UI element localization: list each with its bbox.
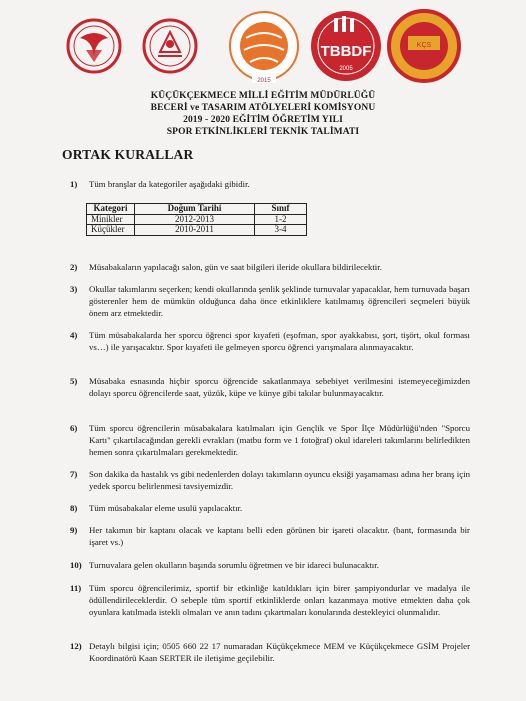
rule-number: 5) [70, 376, 78, 386]
rule-text: Tüm branşlar da kategoriler aşağıdaki gibidir. [89, 179, 250, 189]
rule-text: Müsabakaların yapılacağı salon, gün ve saat bilgileri ileride okullara bildirilecektir. [89, 262, 382, 272]
heading-line-1: KÜÇÜKÇEKMECE MİLLİ EĞİTİM MÜDÜRLÜĞÜ [150, 91, 376, 101]
rule-number: 1) [70, 179, 78, 189]
ministry-logo-1 [66, 16, 122, 78]
rule-text: Tüm müsabakalarda her sporcu öğrenci spor kıyafeti (eşofman, spor ayakkabısı, şort, tişört, okul forması vs…) ile yarışacaktır. Spor kıyafeti ile gelmeyen sporcu öğrenci yarışmalara alınmayacaktır. [89, 330, 470, 352]
rule-text: Okullar takımlarını seçerken; kendi okullarında şenlik şeklinde turnuvalar yapacaklar, hem turnuvada başarı gösterenler hem de mümkün olduğunca daha önce etkinliklere katılmamış öğrencileri seçmeleri büyük önem arz etmektedir. [89, 284, 470, 318]
rule-number: 4) [70, 330, 78, 340]
rule-text: Turnuvalara gelen okulların başında sorumlu öğretmen ve bir idareci bulunacaktır. [89, 560, 379, 570]
table-cell: Minikler [87, 214, 135, 225]
document-heading [0, 90, 526, 138]
handball-federation-logo [226, 8, 302, 86]
table-header: Doğum Tarihi [135, 204, 255, 215]
rule-number: 9) [70, 525, 78, 535]
rule-text: Detaylı bilgisi için; 0505 660 22 17 numaradan Küçükçekmece MEM ve Küçükçekmece GSİM Projeler Koordinatörü Kaan SERTER ile iletişime geçilebilir. [89, 641, 470, 663]
tbbdf-logo [308, 8, 384, 86]
table-cell: 2012-2013 [135, 214, 255, 225]
rule-text: Son dakika da hastalık vs gibi nedenlerden dolayı takımların oyuncu eksiği yaşamaması adına her branş için yedek sporcu belirlenmesi tavsiyemizdir. [89, 469, 470, 491]
heading-line-3: 2019 - 2020 EĞİTİM ÖĞRETİM YILI [183, 115, 343, 125]
svg-text:TBBDF: TBBDF [320, 43, 372, 60]
section-title: ORTAK KURALLAR [62, 147, 194, 162]
rule-text: Tüm sporcu öğrencilerin müsabakalara katılmaları için Gençlik ve Spor İlçe Müdürlüğü'nden "Sporcu Kartı" çıkartılacağından gerekli evrakları (matbu form ve 1 fotoğraf) okul idareleri takımlarını belirledikten hemen sonra çıkartılmaları gerekmektedir. [89, 423, 470, 457]
rule-number: 8) [70, 503, 78, 513]
rule-text: Tüm sporcu öğrencilerimiz, sportif bir etkinliğe katıldıkları için birer şampiyondurlar ve madalya ile ödüllendirileceklerdir. O sebeple tüm sportif etkinliklerde onları kazanmaya motive etmekten daha çok oyunlara katılmada istekli olmaları ve anın tadını çıkartmaları konularında destekleyici olunmalıdır. [89, 583, 470, 617]
table-cell: 1-2 [255, 214, 307, 225]
club-logo [386, 6, 462, 86]
logo-row [64, 6, 464, 86]
rule-number: 12) [70, 641, 82, 651]
category-table [86, 203, 307, 236]
table-header: Kategori [87, 204, 135, 215]
rule-number: 7) [70, 469, 78, 479]
table-cell: 3-4 [255, 225, 307, 236]
svg-text:2005: 2005 [339, 66, 353, 72]
heading-line-2: BECERİ ve TASARIM ATÖLYELERİ KOMİSYONU [150, 103, 376, 113]
rule-text: Her takımın bir kaptanı olacak ve kaptanı belli eden görünen bir işareti olacaktır. (bant, formasında bir işaret vs.) [89, 525, 470, 547]
rule-text: Müsabaka esnasında hiçbir sporcu öğrencide sakatlanmaya sebebiyet verilmesini istemeyeceğimizden dolayı sporcu öğrencilerde saat, yüzük, küpe ve künye gibi takılar bulunmayacaktır. [89, 376, 470, 398]
rule-number: 2) [70, 262, 78, 272]
table-cell: 2010-2011 [135, 225, 255, 236]
ministry-logo-2 [142, 16, 198, 78]
rule-number: 3) [70, 284, 78, 294]
svg-text:2015: 2015 [257, 78, 271, 84]
rule-text: Tüm müsabakalar eleme usulü yapılacaktır. [89, 503, 243, 513]
table-header-row [87, 204, 307, 215]
rule-number: 11) [70, 583, 82, 593]
rule-number: 10) [70, 560, 82, 570]
svg-text:KÇS: KÇS [416, 42, 432, 49]
table-row [87, 214, 307, 225]
table-row [87, 225, 307, 236]
rule-number: 6) [70, 423, 78, 433]
table-header: Sınıf [255, 204, 307, 215]
table-cell: Küçükler [87, 225, 135, 236]
heading-line-4: SPOR ETKİNLİKLERİ TEKNİK TALİMATI [166, 127, 360, 137]
